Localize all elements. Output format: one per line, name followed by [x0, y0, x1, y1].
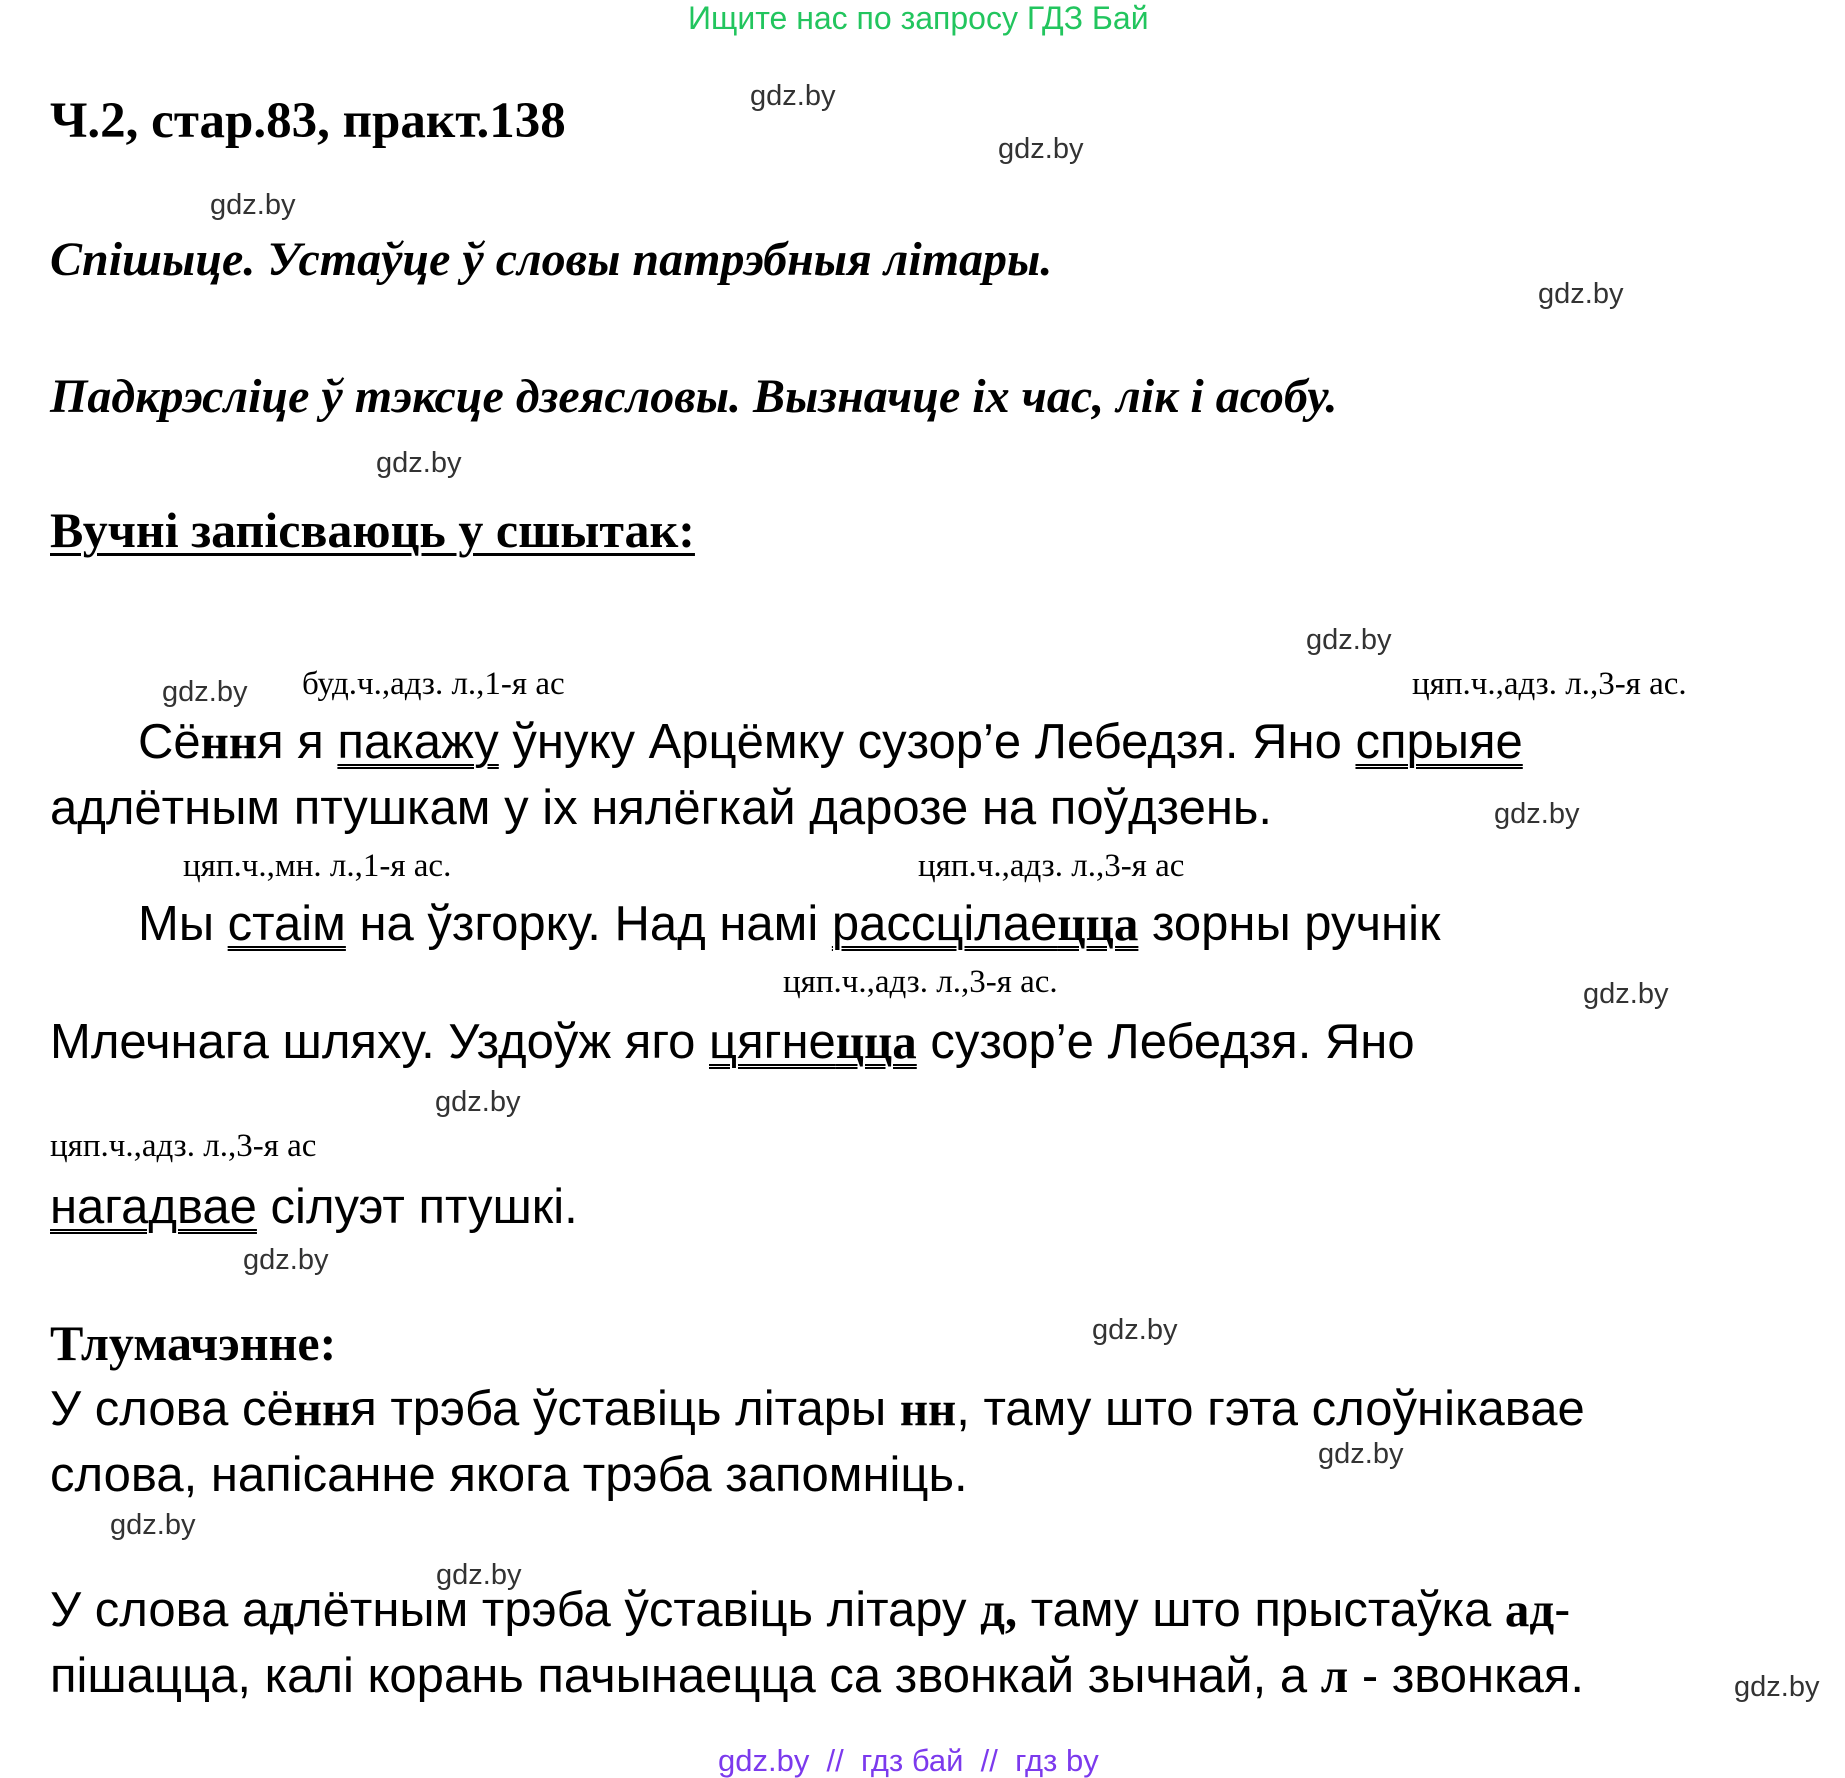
text-segment: - [1554, 1583, 1571, 1637]
text-segment: У слова сё [50, 1382, 294, 1436]
explanation-p2-line1 [50, 1582, 1571, 1637]
text-segment: зорны ручнік [1138, 897, 1441, 951]
explanation-p1-line2: слова, напісанне якога трэба запомніць. [50, 1448, 968, 1502]
text-line-4 [50, 1014, 1415, 1069]
text-segment: пішацца, калі корань пачынаецца са звонкай зычнай, а [50, 1649, 1321, 1703]
text-segment: я трэба ўставіць літары [350, 1382, 900, 1436]
annotation-verb-5: цяп.ч.,адз. л.,3-я ас. [783, 964, 1058, 1000]
verb-underlined [832, 897, 1139, 951]
watermark: gdz.by [243, 1244, 329, 1276]
text-segment: Мы [138, 897, 228, 951]
task-line-2: Падкрэсліце ў тэксце дзеясловы. Вызначце іх час, лік і асобу. [50, 370, 1338, 423]
watermark: gdz.by [1538, 278, 1624, 310]
text-line-5 [50, 1180, 578, 1234]
annotation-verb-1: буд.ч.,адз. л.,1-я ас [302, 666, 565, 702]
watermark: gdz.by [1306, 624, 1392, 656]
inserted-letters: д [269, 1582, 295, 1637]
watermark: gdz.by [1318, 1438, 1404, 1470]
highlight-letters: л [1320, 1648, 1349, 1703]
exercise-title: Ч.2, стар.83, практ.138 [50, 93, 566, 149]
text-segment: Млечнага шляху. Уздоўж яго [50, 1015, 709, 1069]
annotation-verb-4: цяп.ч.,адз. л.,3-я ас [918, 848, 1185, 884]
annotation-verb-6: цяп.ч.,адз. л.,3-я ас [50, 1128, 317, 1164]
verb-underlined: стаім [227, 897, 346, 951]
text-segment: - звонкая. [1348, 1649, 1584, 1703]
text-segment: я я [257, 715, 338, 769]
watermark: gdz.by [998, 133, 1084, 165]
top-banner: Ищите нас по запросу ГДЗ Бай [688, 0, 1149, 36]
watermark: gdz.by [750, 80, 836, 112]
watermark: gdz.by [210, 189, 296, 221]
inserted-letters: цца [1057, 896, 1139, 951]
text-segment: таму што прыстаўка [1017, 1583, 1505, 1637]
verb-underlined: пакажу [337, 715, 499, 769]
inserted-letters: нн [200, 714, 258, 769]
verb-underlined: спрыяе [1355, 715, 1523, 769]
highlight-letters: д, [980, 1582, 1018, 1637]
verb-underlined: нагадвае [50, 1180, 257, 1234]
text-segment: сузор’е Лебедзя. Яно [916, 1015, 1415, 1069]
highlight-letters: нн [899, 1381, 957, 1436]
text-segment: , таму што гэта слоўнікавае [956, 1382, 1585, 1436]
highlight-letters: ад [1504, 1582, 1555, 1637]
task-line-1: Спішыце. Устаўце ў словы патрэбныя літары. [50, 233, 1053, 286]
text-segment: У слова а [50, 1583, 270, 1637]
watermark: gdz.by [1092, 1314, 1178, 1346]
inserted-letters: цца [835, 1014, 917, 1069]
text-segment: на ўзгорку. Над намі [345, 897, 832, 951]
watermark: gdz.by [1734, 1671, 1820, 1703]
watermark: gdz.by [1494, 798, 1580, 830]
text-segment: Сё [138, 715, 201, 769]
verb-stem: рассцілае [831, 897, 1058, 951]
section-heading: Вучні запісваюць у сшытак: [50, 502, 695, 558]
text-line-2: адлётным птушкам у іх нялёгкай дарозе на поўдзень. [50, 781, 1273, 835]
inserted-letters: нн [293, 1381, 351, 1436]
explanation-heading: Тлумачэнне: [50, 1315, 337, 1371]
footer-links: gdz.by // гдз бай // гдз by [718, 1743, 1099, 1778]
explanation-p1-line1 [50, 1381, 1585, 1436]
watermark: gdz.by [1583, 978, 1669, 1010]
watermark: gdz.by [376, 447, 462, 479]
explanation-p2-line2 [50, 1648, 1584, 1703]
watermark: gdz.by [162, 676, 248, 708]
text-segment: лётным трэба ўставіць літару [294, 1583, 981, 1637]
annotation-verb-3: цяп.ч.,мн. л.,1-я ас. [183, 848, 452, 884]
text-line-1 [138, 714, 1523, 769]
text-segment: сілуэт птушкі. [256, 1180, 578, 1234]
verb-underlined [709, 1015, 917, 1069]
annotation-verb-2: цяп.ч.,адз. л.,3-я ас. [1412, 666, 1687, 702]
watermark: gdz.by [435, 1086, 521, 1118]
watermark: gdz.by [110, 1509, 196, 1541]
verb-stem: цягне [709, 1015, 836, 1069]
watermark: gdz.by [436, 1559, 522, 1591]
text-segment: ўнуку Арцёмку сузор’е Лебедзя. Яно [498, 715, 1356, 769]
text-line-3 [138, 896, 1441, 951]
